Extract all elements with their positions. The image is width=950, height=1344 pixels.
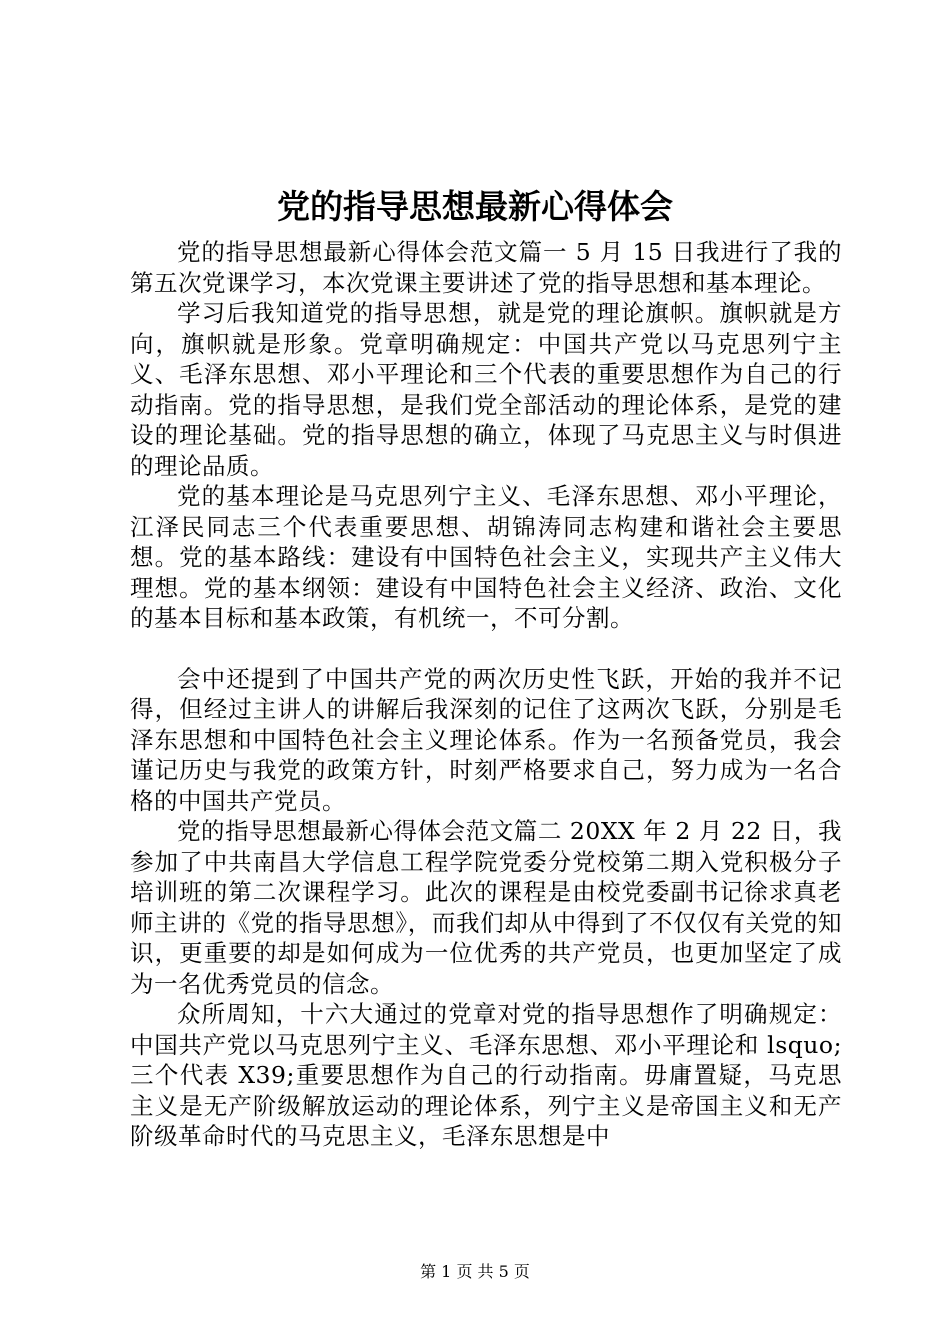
- paragraph-2: 学习后我知道党的指导思想，就是党的理论旗帜。旗帜就是方向，旗帜就是形象。党章明确规定：中国共产党以马克思列宁主义、毛泽东思想、邓小平理论和三个代表的重要思想作为自己的行动指南。党的指导思想，是我们党全部活动的理论体系，是党的建设的理论基础。党的指导思想的确立，体现了马克思主义与时俱进的理论品质。: [130, 299, 842, 480]
- document-body: [130, 237, 842, 1152]
- paragraph-6: 众所周知，十六大通过的党章对党的指导思想作了明确规定：中国共产党以马克思列宁主义、毛泽东思想、邓小平理论和 lsquo;三个代表 X39;重要思想作为自己的行动指南。毋庸置疑，马克思主义是无产阶级解放运动的理论体系，列宁主义是帝国主义和无产阶级革命时代的马克思主义，毛泽东思想是中: [130, 1000, 842, 1150]
- paragraph-5: 党的指导思想最新心得体会范文篇二 20XX 年 2 月 22 日，我参加了中共南昌大学信息工程学院党委分党校第二期入党积极分子培训班的第二次课程学习。此次的课程是由校党委副书记徐求真老师主讲的《党的指导思想》，而我们却从中得到了不仅仅有关党的知识，更重要的却是如何成为一位优秀的共产党员，也更加坚定了成为一名优秀党员的信念。: [130, 817, 842, 998]
- paragraph-4: 会中还提到了中国共产党的两次历史性飞跃，开始的我并不记得，但经过主讲人的讲解后我深刻的记住了这两次飞跃，分别是毛泽东思想和中国特色社会主义理论体系。作为一名预备党员，我会谨记历史与我党的政策方针，时刻严格要求自己，努力成为一名合格的中国共产党员。: [130, 664, 842, 815]
- document-title: 党的指导思想最新心得体会: [277, 187, 673, 226]
- paragraph-1: 党的指导思想最新心得体会范文篇一 5 月 15 日我进行了我的第五次党课学习，本次党课主要讲述了党的指导思想和基本理论。: [130, 238, 842, 297]
- page-number-footer: 第 1 页 共 5 页: [420, 1262, 530, 1281]
- paragraph-3: 党的基本理论是马克思列宁主义、毛泽东思想、邓小平理论，江泽民同志三个代表重要思想、胡锦涛同志构建和谐社会主要思想。党的基本路线：建设有中国特色社会主义，实现共产主义伟大理想。党的基本纲领：建设有中国特色社会主义经济、政治、文化的基本目标和基本政策，有机统一，不可分割。: [130, 482, 842, 632]
